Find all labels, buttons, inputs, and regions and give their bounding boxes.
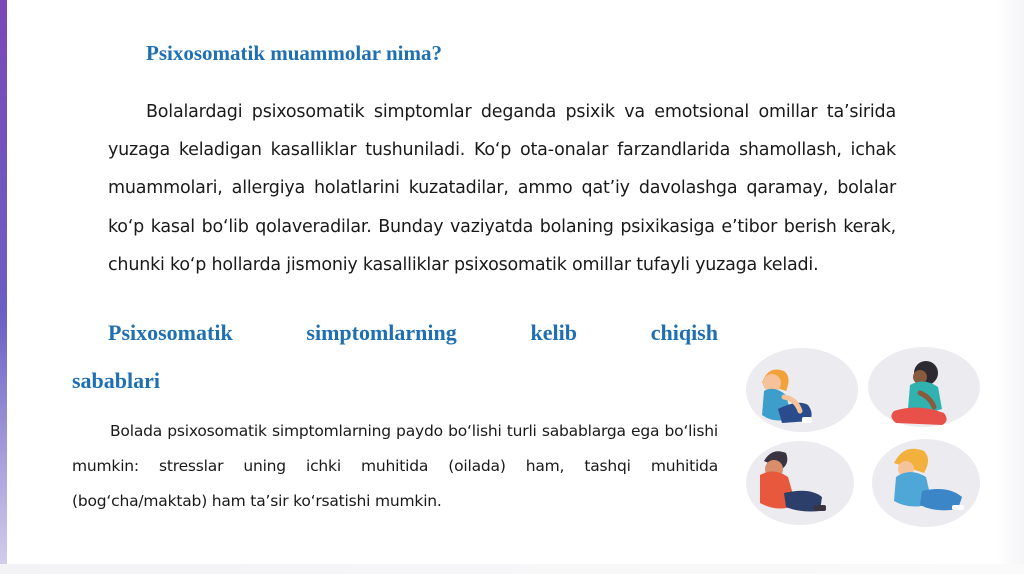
left-accent-bar xyxy=(0,0,7,574)
section-title-1: Psixosomatik muammolar nima? xyxy=(146,41,442,65)
sad-child-figure-2 xyxy=(868,347,980,427)
section-title-2-word: kelib xyxy=(530,320,577,345)
paragraph-2: Bolada psixosomatik simptomlarning paydo bo‘lishi turli sabablarga ega bo‘lishi mumkin: stresslar uning ichki muhitida (oilada) ham, tashqi muhitida (bog‘cha/maktab) ham ta’sir ko‘rsatishi mumkin. xyxy=(72,422,718,510)
right-edge-shade xyxy=(996,0,1024,574)
section-title-2-word: simptomlarning xyxy=(306,320,457,345)
section-title-2-word: Psixosomatik xyxy=(108,320,233,345)
section-title-2-word: chiqish xyxy=(650,320,718,345)
bottom-edge xyxy=(0,564,1024,574)
section-title-2 xyxy=(108,320,718,346)
paragraph-1: Bolalardagi psixosomatik simptomlar deganda psixik va emotsional omillar ta’sirida yuzaga keladigan kasalliklar tushuniladi. Ko‘p ota-onalar farzandlarida shamollash, ichak muammolari, allergiya holatlarini kuzatadilar, ammo qat’iy davolashga qaramay, bolalar ko‘p kasal bo‘lib qolaveradilar. Bunday vaziyatda bolaning psixikasiga e’tibor berish kerak, chunki ko‘p hollarda jismoniy kasalliklar psixosomatik omillar tufayli yuzaga keladi. xyxy=(108,102,896,275)
sad-child-figure-4 xyxy=(872,439,980,527)
section-title-2-end: sabablari xyxy=(72,368,161,393)
sad-child-figure-1 xyxy=(746,348,858,432)
sad-children-illustration xyxy=(744,343,982,533)
sad-child-figure-3 xyxy=(746,441,854,525)
